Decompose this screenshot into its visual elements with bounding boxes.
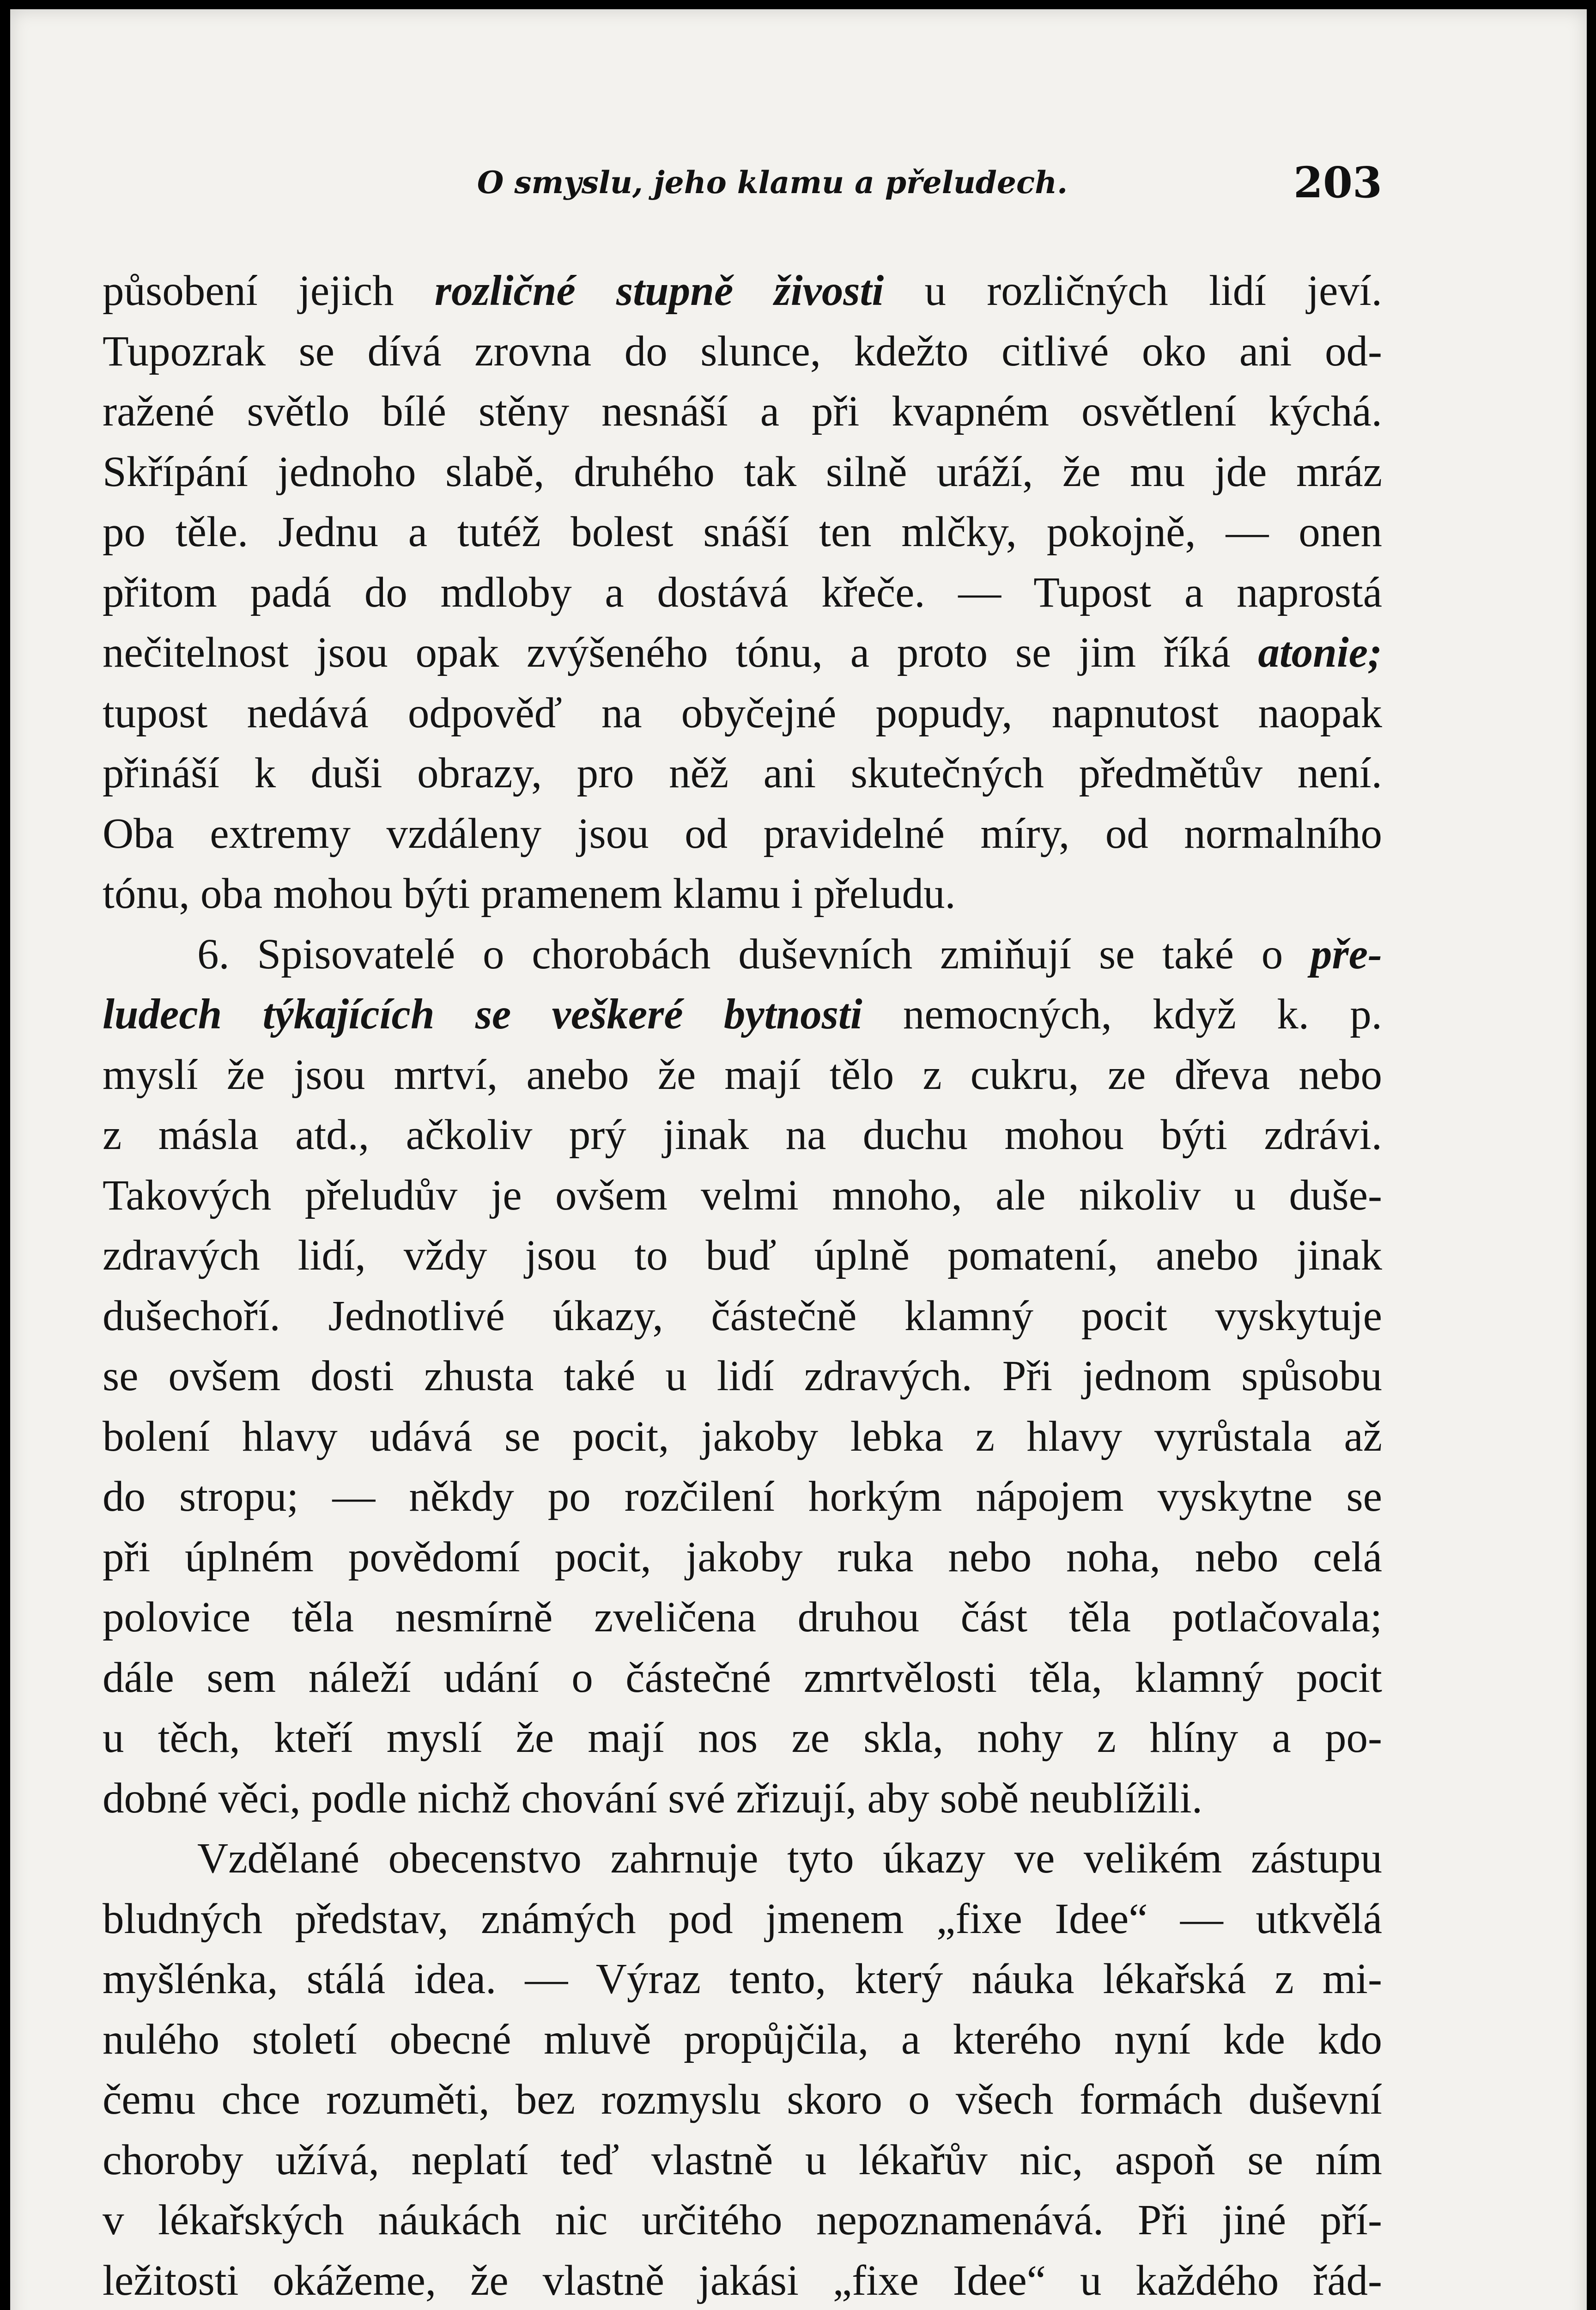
text-line <box>103 2070 1382 2130</box>
text-segment: se ovšem dosti zhusta také u lidí zdravých. Při jednom spůsobu <box>103 1352 1382 1400</box>
text-line <box>103 1949 1382 2010</box>
text-segment: Vzdělané obecenstvo zahrnuje tyto úkazy ve velikém zástupu <box>197 1835 1382 1882</box>
text-segment: tónu, oba mohou býti pramenem klamu i přeludu. <box>103 870 956 918</box>
text-line <box>103 1166 1382 1226</box>
text-segment: v lékařských náukách nic určitého nepoznamenává. Při jiné pří- <box>103 2196 1382 2244</box>
text-line <box>103 864 1382 924</box>
text-line <box>103 623 1382 683</box>
text-segment: Oba extremy vzdáleny jsou od pravidelné míry, od normalního <box>103 809 1382 857</box>
text-line <box>103 2251 1382 2310</box>
emphasized-text: atonie; <box>1258 629 1382 676</box>
text-line <box>103 322 1382 382</box>
text-segment: nemocných, když k. p. <box>862 991 1382 1038</box>
text-line <box>103 743 1382 804</box>
text-segment: u těch, kteří myslí že mají nos ze skla, nohy z hlíny a po- <box>103 1714 1382 1762</box>
text-segment: 6. Spisovatelé o chorobách duševních zmiňují se také o <box>197 930 1311 978</box>
body-text <box>103 261 1382 2310</box>
emphasized-text: rozličné stupně živosti <box>434 267 884 315</box>
text-segment: nulého století obecné mluvě propůjčila, a kterého nyní kde kdo <box>103 2015 1382 2063</box>
text-line <box>103 1045 1382 1106</box>
text-line <box>103 924 1382 985</box>
text-segment: Skřípání jednoho slabě, druhého tak silně uráží, že mu jde mráz <box>103 448 1382 496</box>
text-segment: přináší k duši obrazy, pro něž ani skutečných předmětův není. <box>103 749 1382 797</box>
text-segment: dušechoří. Jednotlivé úkazy, částečně klamný pocit vyskytuje <box>103 1292 1382 1340</box>
text-line <box>103 2190 1382 2251</box>
text-line <box>103 1889 1382 1950</box>
text-segment: u rozličných lidí jeví. <box>884 267 1382 315</box>
text-segment: dobné věci, podle nichž chování své zřizují, aby sobě neublížili. <box>103 1774 1203 1822</box>
text-segment: při úplném povědomí pocit, jakoby ruka nebo noha, nebo celá <box>103 1533 1382 1581</box>
text-line <box>103 2130 1382 2191</box>
text-line <box>103 1105 1382 1166</box>
text-segment: ražené světlo bílé stěny nesnáší a při kvapném osvětlení kýchá. <box>103 388 1382 435</box>
book-page <box>10 9 1587 2310</box>
text-segment: polovice těla nesmírně zveličena druhou část těla potlačovala; <box>103 1593 1382 1641</box>
text-line <box>103 261 1382 322</box>
text-segment: Tupozrak se dívá zrovna do slunce, kdežto citlivé oko ani od- <box>103 327 1382 375</box>
text-segment: z másla atd., ačkoliv prý jinak na duchu mohou býti zdrávi. <box>103 1111 1382 1159</box>
text-line <box>103 804 1382 864</box>
text-line <box>103 1346 1382 1407</box>
text-line <box>103 1226 1382 1286</box>
emphasized-text: ludech týkajících se veškeré bytnosti <box>103 991 862 1038</box>
text-line <box>103 1829 1382 1889</box>
text-segment: působení jejich <box>103 267 435 315</box>
text-line <box>103 502 1382 563</box>
text-line <box>103 442 1382 503</box>
text-line <box>103 985 1382 1045</box>
text-segment: do stropu; — někdy po rozčilení horkým nápojem vyskytne se <box>103 1473 1382 1520</box>
text-line <box>103 1467 1382 1527</box>
text-segment: přitom padá do mdloby a dostává křeče. — Tupost a naprostá <box>103 568 1382 616</box>
text-segment: bolení hlavy udává se pocit, jakoby lebka z hlavy vyrůstala až <box>103 1412 1382 1460</box>
text-segment: choroby užívá, neplatí teď vlastně u lékařův nic, aspoň se ním <box>103 2136 1382 2184</box>
text-line <box>103 563 1382 623</box>
text-line <box>103 1527 1382 1588</box>
text-segment: myšlénka, stálá idea. — Výraz tento, který náuka lékařská z mi- <box>103 1955 1382 2003</box>
text-line <box>103 683 1382 744</box>
text-segment: myslí že jsou mrtví, anebo že mají tělo z cukru, ze dřeva nebo <box>103 1051 1382 1099</box>
text-segment: čemu chce rozuměti, bez rozmyslu skoro o všech formách duševní <box>103 2076 1382 2123</box>
text-segment: zdravých lidí, vždy jsou to buď úplně pomatení, anebo jinak <box>103 1232 1382 1279</box>
text-line <box>103 1407 1382 1467</box>
page-header <box>10 150 1587 215</box>
emphasized-text: pře- <box>1311 930 1382 978</box>
text-line <box>103 382 1382 442</box>
text-line <box>103 1708 1382 1769</box>
text-line <box>103 1648 1382 1708</box>
running-title: O smyslu, jeho klamu a přeludech. <box>477 164 1068 201</box>
text-segment: Takových přeludův je ovšem velmi mnoho, ale nikoliv u duše- <box>103 1171 1382 1219</box>
text-segment: po těle. Jednu a tutéž bolest snáší ten mlčky, pokojně, — onen <box>103 508 1382 556</box>
text-segment: tupost nedává odpověď na obyčejné popudy, napnutost naopak <box>103 689 1382 737</box>
text-line <box>103 2010 1382 2070</box>
text-segment: nečitelnost jsou opak zvýšeného tónu, a proto se jim říká <box>103 629 1258 676</box>
text-segment: ležitosti okážeme, že vlastně jakási „fixe Idee“ u každého řád- <box>103 2256 1382 2304</box>
text-segment: dále sem náleží udání o částečné zmrtvělosti těla, klamný pocit <box>103 1653 1382 1702</box>
text-segment: bludných představ, známých pod jmenem „fixe Idee“ — utkvělá <box>103 1895 1382 1943</box>
text-line <box>103 1769 1382 1829</box>
text-line <box>103 1286 1382 1347</box>
text-line <box>103 1587 1382 1648</box>
page-number: 203 <box>1293 158 1382 207</box>
